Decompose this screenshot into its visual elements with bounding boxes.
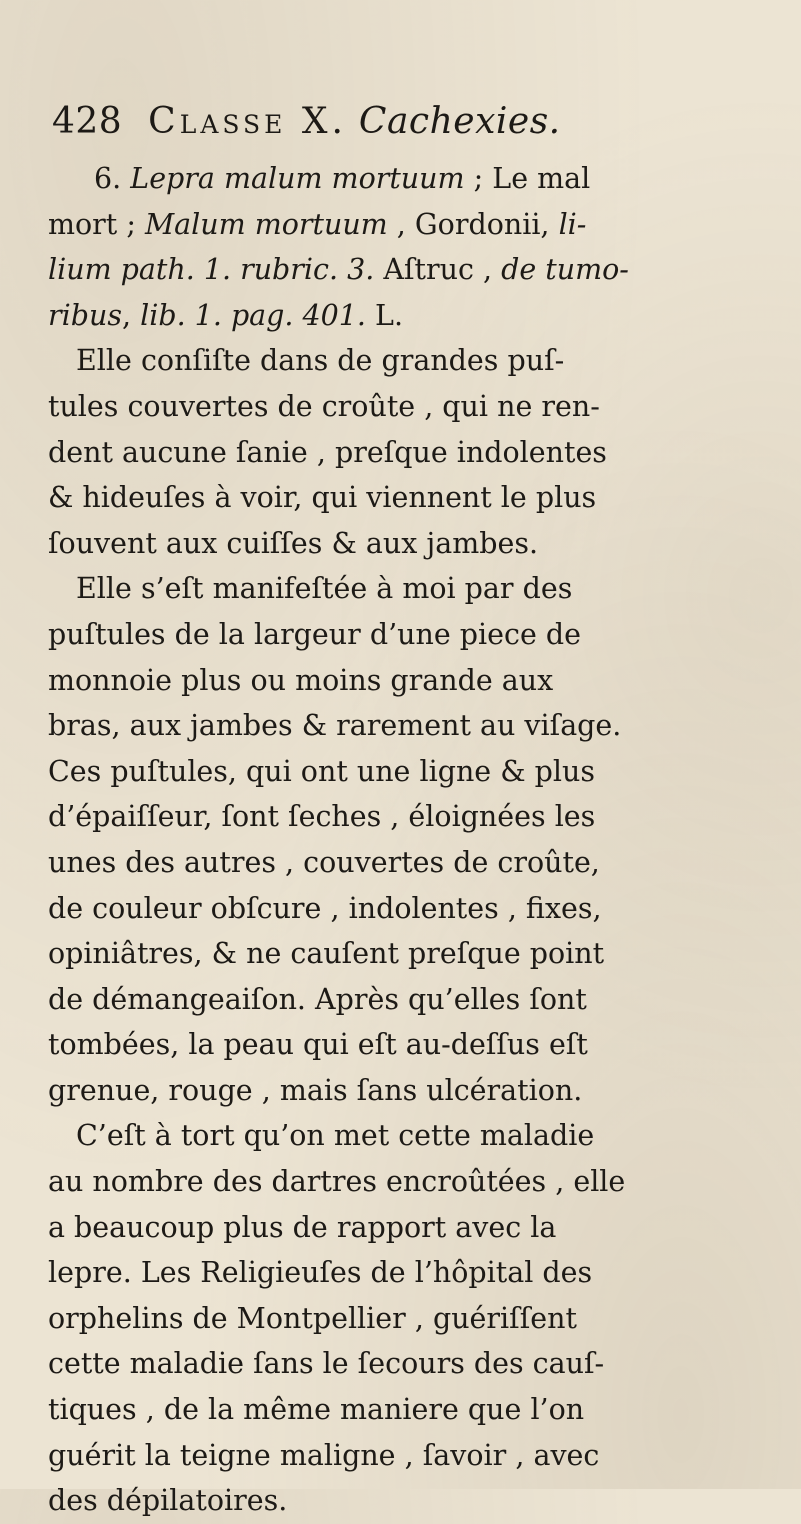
text-line — [48, 703, 788, 749]
text-line — [48, 658, 788, 704]
text-segment: , — [121, 298, 141, 332]
text-segment: 6. — [94, 162, 131, 195]
text-line — [48, 384, 788, 430]
text-line — [48, 840, 788, 886]
text-segment: ſouvent aux cuiſſes & aux jambes. — [48, 526, 539, 560]
running-header — [52, 98, 788, 146]
text-line — [48, 977, 788, 1023]
header-classe: Classe X. — [148, 101, 347, 142]
text-line — [48, 1159, 788, 1205]
text-segment: orphelins de Montpellier , guériſſent — [48, 1301, 577, 1335]
text-line — [48, 1113, 788, 1159]
text-line — [48, 338, 788, 384]
italic-text: ribus — [48, 298, 122, 332]
text-line — [48, 475, 788, 521]
text-line — [48, 749, 788, 795]
text-segment: cette maladie ſans le ſecours des cauſ- — [48, 1347, 605, 1381]
text-line — [48, 521, 788, 567]
text-line — [48, 612, 788, 658]
header-section: Cachexies. — [358, 101, 561, 142]
text-line — [48, 886, 788, 932]
text-segment: de démangeaiſon. Après qu’elles ſont — [48, 982, 587, 1016]
text-line — [48, 1296, 788, 1342]
text-segment: opiniâtres, & ne cauſent preſque point — [48, 937, 605, 971]
text-segment: unes des autres , couvertes de croûte, — [48, 845, 600, 879]
text-line — [48, 1387, 788, 1433]
text-line — [48, 794, 788, 840]
text-segment: tombées, la peau qui eſt au-deſſus eſt — [48, 1028, 588, 1062]
text-segment: dent aucune ſanie , preſque indolentes — [48, 435, 607, 469]
text-segment: guérit la teigne maligne , ſavoir , avec — [48, 1438, 600, 1472]
text-segment: bras, aux jambes & rarement au viſage. — [48, 709, 622, 743]
text-segment: grenue, rouge , mais ſans ulcération. — [48, 1073, 583, 1107]
text-segment: L. — [366, 298, 404, 332]
text-segment: mort ; — [48, 207, 145, 241]
text-segment: C’eſt à tort qu’on met cette maladie — [76, 1119, 595, 1153]
text-segment: tiques , de la même maniere que l’on — [48, 1393, 585, 1427]
text-segment: Ces puſtules, qui ont une ligne & plus — [48, 754, 595, 788]
body-text — [48, 156, 788, 1524]
text-segment: Elle conſiſte dans de grandes puſ- — [76, 344, 565, 378]
text-segment: tules couvertes de croûte , qui ne ren- — [48, 389, 600, 423]
text-segment: puſtules de la largeur d’une piece de — [48, 617, 581, 651]
italic-text: li- — [558, 207, 587, 241]
italic-text: Lepra malum mortuum — [130, 162, 465, 195]
text-segment: , Gordonii, — [387, 207, 559, 241]
text-segment: au nombre des dartres encroûtées , elle — [48, 1165, 626, 1199]
text-line — [48, 566, 788, 612]
text-line — [48, 1250, 788, 1296]
text-segment: lepre. Les Religieuſes de l’hôpital des — [48, 1256, 593, 1290]
italic-text: Malum mortuum — [144, 207, 388, 241]
text-line — [48, 202, 788, 248]
text-line — [48, 1433, 788, 1479]
text-line — [48, 156, 788, 202]
text-segment: a beaucoup plus de rapport avec la — [48, 1210, 557, 1244]
text-segment: Elle s’eſt manifeſtée à moi par des — [76, 572, 573, 606]
text-segment: ; Le mal — [464, 162, 591, 195]
text-line — [48, 1341, 788, 1387]
text-line — [48, 293, 788, 339]
italic-text: lib. 1. pag. 401. — [140, 298, 366, 332]
text-line — [48, 1068, 788, 1114]
text-segment: de couleur obſcure , indolentes , fixes, — [48, 891, 602, 925]
text-line — [48, 1205, 788, 1251]
page-number: 428 — [52, 101, 123, 142]
text-segment: d’épaiſſeur, ſont ſeches , éloignées les — [48, 800, 596, 834]
text-line — [48, 931, 788, 977]
text-segment: des dépilatoires. — [48, 1484, 288, 1518]
text-line — [48, 247, 788, 293]
text-segment: Aſtruc , — [374, 253, 502, 287]
italic-text: de tumo- — [501, 253, 629, 287]
italic-text: lium path. 1. rubric. 3. — [48, 253, 375, 287]
text-line — [48, 1022, 788, 1068]
text-line — [48, 430, 788, 476]
text-segment: monnoie plus ou moins grande aux — [48, 663, 554, 697]
text-line — [48, 1478, 788, 1524]
text-segment: & hideuſes à voir, qui viennent le plus — [48, 481, 597, 515]
book-page — [48, 98, 788, 1524]
